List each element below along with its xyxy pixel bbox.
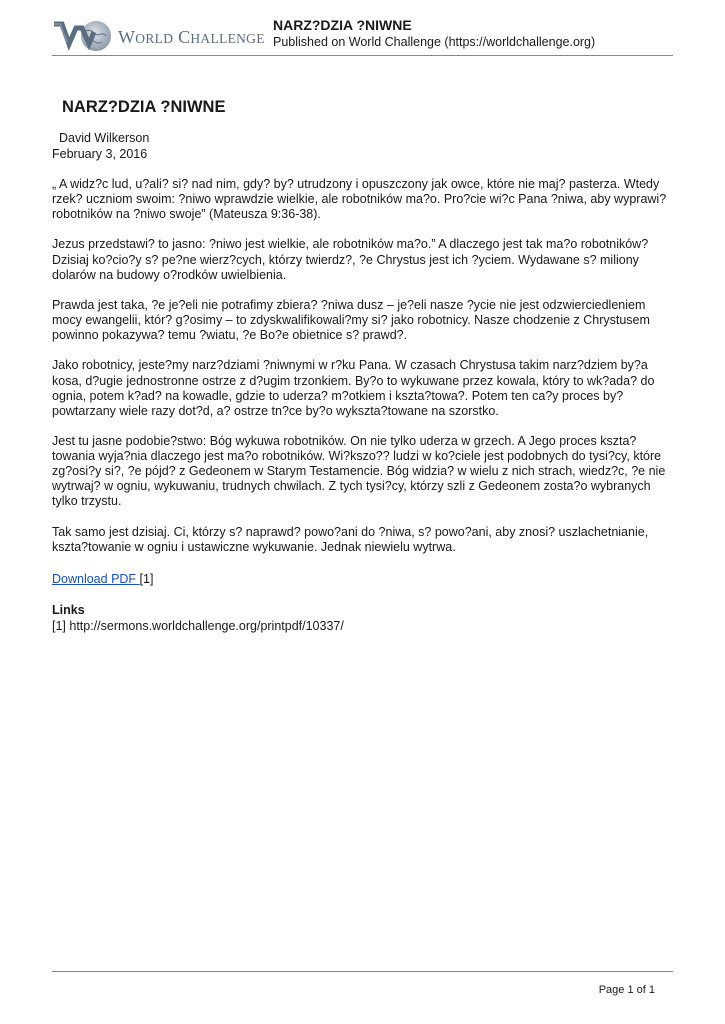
globe-w-logo-icon: [52, 18, 116, 54]
paragraph: Jezus przedstawi? to jasno: ?niwo jest wielkie, ale robotników ma?o.” A dlaczego jest tak ma?o robotników? Dzisiaj ko?cio?y s? pe?ne wierz?cych, którzy twierdz?, ?e Chrystus jest ich ?yciem. Wydawane s? miliony dolarów na budowy o?rodków uwielbienia.: [52, 237, 649, 282]
document-title: NARZ?DZIA ?NIWNE: [62, 98, 226, 116]
publish-date: February 3, 2016: [52, 147, 148, 161]
paragraph: Prawda jest taka, ?e je?eli nie potrafimy zbiera? ?niwa dusz – je?eli nasze ?ycie nie jest odzwierciedleniem mocy ewangelii, któr? g?osimy – to zdyskwalifikowali?my si? jako robotnicy. Nasze chodzenie z Chrystusem powinno pokazywa? temu ?wiatu, ?e Bo?e obietnice s? prawd?.: [52, 297, 650, 343]
paragraph: Jest tu jasne podobie?stwo: Bóg wykuwa robotników. On nie tylko uderza w grzech. A Jego proces kszta?towania wyja?nia dlaczego jest ma?o robotników. Wi?kszo?? ludzi w ko?ciele jest podobnych do tysi?cy, które zg?osi?y si?, ?e pójd? z Gedeonem w Starym Testamencie. Bóg widzia? w wielu z nich strach, wiedz?c, ?e nie wytrwaj? w ogniu, wykuwaniu, trudnych chwilach. Z tych tysi?cy, którzy szli z Gedeonem zosta?o wybranych tylko trzystu.: [52, 433, 666, 509]
footer-divider: [52, 971, 673, 972]
author: David Wilkerson: [59, 131, 150, 145]
page-number: Page 1 of 1: [598, 984, 655, 996]
links-heading: Links: [52, 603, 85, 617]
paragraph: Jako robotnicy, jeste?my narz?dziami ?niwnymi w r?ku Pana. W czasach Chrystusa takim narz?dziem by?a kosa, d?ugie jednostronne ostrze z d?ugim trzonkiem. By?o to wykuwane przez kowala, który to wk?ada? do ognia, potem k?ad? na kowadle, gdzie to uderza? m?otkiem i kszta?towa?. Potem ten ca?y proces by? powtarzany wiele razy dot?d, a? ostrze tn?ce by?o wykszta?towane na szorstko.: [52, 358, 655, 418]
link-reference: [1] http://sermons.worldchallenge.org/printpdf/10337/: [52, 619, 344, 633]
header-divider: [52, 55, 673, 56]
download-pdf-link[interactable]: Download PDF: [52, 572, 140, 586]
header-title: NARZ?DZIA ?NIWNE: [273, 17, 412, 33]
logo-wordmark: WORLD CHALLENGE: [118, 27, 265, 47]
download-ref: [1]: [139, 572, 154, 586]
page-header: [52, 14, 673, 56]
header-subtitle: Published on World Challenge (https://worldchallenge.org): [273, 35, 596, 49]
world-challenge-logo: [52, 18, 265, 54]
download-row: [52, 572, 153, 586]
article-body: [52, 177, 672, 570]
paragraph: Tak samo jest dzisiaj. Ci, którzy s? naprawd? powo?ani do ?niwa, s? powo?ani, aby znosi? uszlachetnianie, kszta?towanie w ogniu i ustawiczne wykuwanie. Jednak niewielu wytrwa.: [52, 524, 649, 554]
paragraph: „ A widz?c lud, u?ali? si? nad nim, gdy? by? utrudzony i opuszczony jak owce, które nie maj? pasterza. Wtedy rzek? uczniom swoim: ?niwo wprawdzie wielkie, ale robotników ma?o. Pro?cie wi?c Pana ?niwa, aby wyprawi? robotników na ?niwo swoje” (Mateusza 9:36-38).: [52, 177, 667, 222]
